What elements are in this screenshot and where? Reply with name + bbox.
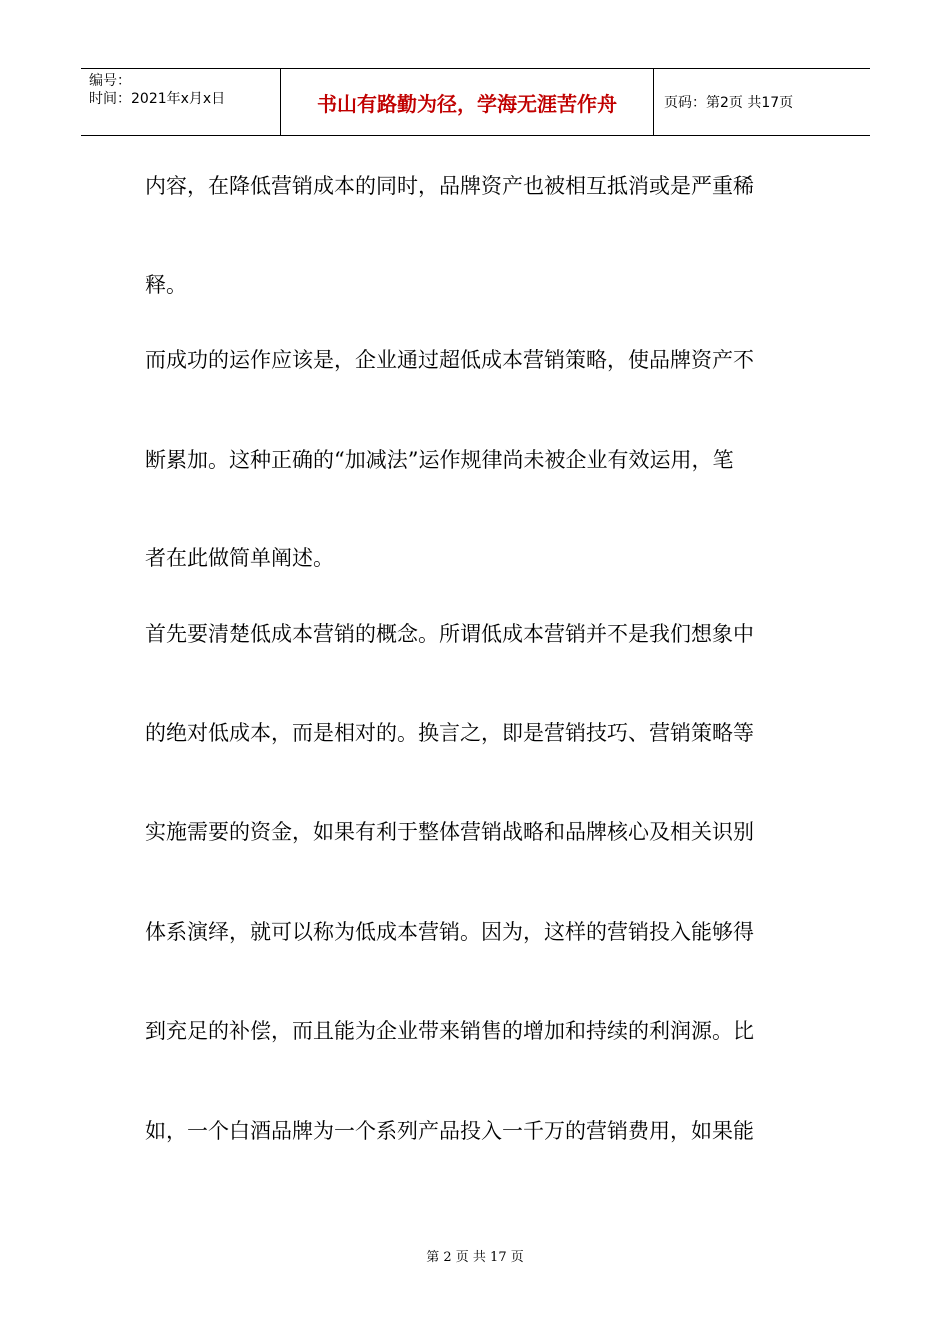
- body-line: 释。: [145, 273, 187, 297]
- page-header: [81, 68, 870, 136]
- header-page-info: 页码：第2页 共17页: [664, 95, 794, 111]
- body-line: 到充足的补偿，而且能为企业带来销售的增加和持续的利润源。比: [145, 1019, 754, 1043]
- document-time-label: 时间：2021年x月x日: [89, 91, 226, 107]
- body-line: 体系演绎，就可以称为低成本营销。因为，这样的营销投入能够得: [145, 920, 754, 944]
- body-line: 者在此做简单阐述。: [145, 546, 334, 570]
- document-number-label: 编号：: [89, 73, 131, 89]
- header-motto: 书山有路勤为径，学海无涯苦作舟: [281, 69, 654, 135]
- body-line: 首先要清楚低成本营销的概念。所谓低成本营销并不是我们想象中: [145, 622, 754, 646]
- header-meta: [81, 69, 281, 135]
- body-line: 断累加。这种正确的“加减法”运作规律尚未被企业有效运用，笔: [145, 448, 734, 472]
- body-line: 如，一个白酒品牌为一个系列产品投入一千万的营销费用，如果能: [145, 1119, 754, 1143]
- body-line: 内容，在降低营销成本的同时，品牌资产也被相互抵消或是严重稀: [145, 174, 754, 198]
- body-line: 而成功的运作应该是，企业通过超低成本营销策略，使品牌资产不: [145, 348, 754, 372]
- page-footer: 第 2 页 共 17 页: [426, 1250, 524, 1265]
- body-line: 的绝对低成本，而是相对的。换言之，即是营销技巧、营销策略等: [145, 721, 754, 745]
- body-line: 实施需要的资金，如果有利于整体营销战略和品牌核心及相关识别: [145, 820, 754, 844]
